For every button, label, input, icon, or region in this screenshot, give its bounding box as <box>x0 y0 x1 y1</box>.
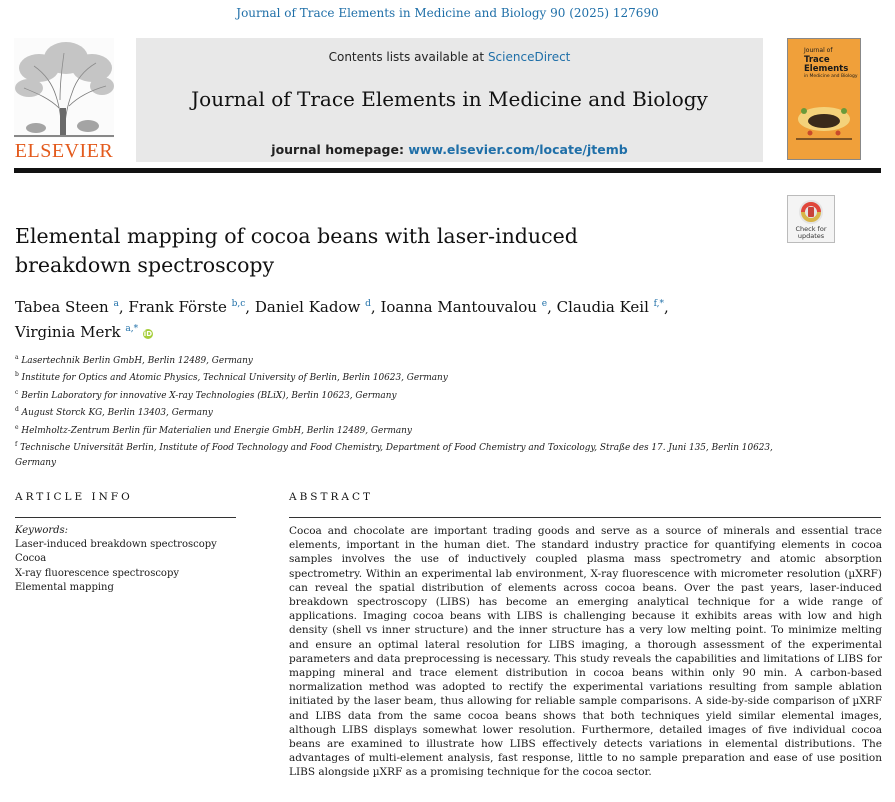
author-name: Frank Förste <box>128 298 227 316</box>
contents-line <box>136 50 763 64</box>
contents-prefix: Contents lists available at <box>328 50 488 64</box>
journal-reference-link[interactable]: Journal of Trace Elements in Medicine and Biology 90 (2025) 127690 <box>236 6 659 20</box>
keyword-item: X-ray fluorescence spectroscopy <box>15 567 180 579</box>
affiliation-text: Lasertechnik Berlin GmbH, Berlin 12489, Germany <box>21 355 253 366</box>
journal-cover-thumbnail[interactable] <box>787 38 861 160</box>
keyword-item: Cocoa <box>15 553 47 565</box>
affiliation-item <box>15 438 775 455</box>
affiliation-sup: c <box>15 388 19 396</box>
author-name: Claudia Keil <box>556 298 649 316</box>
author-name: Tabea Steen <box>15 298 109 316</box>
homepage-link[interactable]: www.elsevier.com/locate/jtemb <box>408 142 628 157</box>
affiliation-sup: d <box>15 406 19 414</box>
paper-title <box>15 222 655 280</box>
check-for-updates-badge[interactable] <box>787 195 835 243</box>
abstract-heading: ABSTRACT <box>289 491 374 503</box>
updates-icon <box>798 199 824 225</box>
author-name: Daniel Kadow <box>254 298 361 316</box>
author-affiliation-link[interactable]: b,c <box>231 299 246 309</box>
affiliation-text: Berlin Laboratory for innovative X-ray Technologies (BLiX), Berlin 10623, Germany <box>21 390 397 401</box>
elsevier-wordmark: ELSEVIER <box>14 140 114 162</box>
sciencedirect-link[interactable]: ScienceDirect <box>487 50 571 64</box>
cover-title-line1: Journal of <box>804 47 833 54</box>
affiliation-text: Helmholtz-Zentrum Berlin für Materialien und Energie GmbH, Berlin 12489, Germany <box>21 425 412 436</box>
affiliation-item <box>15 386 775 403</box>
affiliation-sup: e <box>15 423 19 431</box>
keyword-item: Elemental mapping <box>15 581 114 593</box>
affiliation-text: August Storck KG, Berlin 13403, Germany <box>21 408 213 419</box>
author-affiliation-link[interactable]: a,* <box>125 324 139 334</box>
author-affiliation-link[interactable]: e <box>541 299 548 309</box>
affiliation-item <box>15 368 775 385</box>
header-rule <box>14 168 881 173</box>
author-list: Tabea Steen $^a$, Frank Förste $^{b,c}$, Daniel Kadow $^d$, Ioanna Mantouvalou $^e$, Claudia Keil $^{f,*}$, Virginia Merk $^{a,*}$ iD <box>15 298 669 341</box>
journal-title: Journal of Trace Elements in Medicine and Biology <box>191 87 708 111</box>
keywords-block <box>15 524 217 595</box>
affiliation-sup: a <box>15 354 19 361</box>
article-info-heading: ARTICLE INFO <box>15 491 133 503</box>
abstract-rule <box>289 517 881 518</box>
affiliation-item <box>15 351 775 368</box>
paper-title-line1: Elemental mapping of cocoa beans with laser-induced <box>15 224 578 248</box>
author-affiliation-link[interactable]: a <box>113 299 119 309</box>
affiliations <box>15 351 775 470</box>
journal-header-box <box>136 38 763 162</box>
keywords-label: Keywords: <box>15 525 69 536</box>
cover-subtitle: in Medicine and Biology <box>804 74 858 79</box>
cover-title <box>804 45 860 79</box>
author-affiliation-link[interactable]: d <box>365 299 371 309</box>
author-name: Ioanna Mantouvalou <box>380 298 537 316</box>
author-name: Virginia Merk <box>15 323 121 341</box>
affiliation-tail: Germany <box>15 457 57 468</box>
affiliation-text: Technische Universität Berlin, Institute of Food Technology and Food Chemistry, Department of Food Chemistry and Toxicology, Straße des 17. Juni 135, Berlin 10623, <box>20 443 773 454</box>
cover-artwork <box>790 97 858 147</box>
affiliation-sup: f <box>15 441 18 449</box>
affiliation-item <box>15 421 775 438</box>
article-info-rule <box>15 517 236 518</box>
homepage-prefix: journal homepage: <box>271 142 409 157</box>
affiliation-sup: b <box>15 371 19 379</box>
abstract-text: Cocoa and chocolate are important trading goods and serve as a source of minerals and essential trace elements, important in the human diet. The standard industry practice for quantifying elements in cocoa samples involves the use of inductively coupled plasma mass spectrometry and atomic absorption spectrometry. Within an experimental lab environment, X-ray fluorescence with micrometer resolution (µXRF) can reveal the spatial distribution of elements across cocoa beans. Over the past years, laser-induced breakdown spectroscopy (LIBS) has become an emerging analytical technique for a wide range of applications. Imaging cocoa beans with LIBS is challenging because it exhibits areas with low and high density (shell vs inner structure) and the inner structure has a very low melting point. To minimize melting and ensure an optimal lateral resolution for LIBS imaging, a thorough assessment of the experimental parameters and data preprocessing is necessary. This study reveals the capabilities and limitations of LIBS for mapping mineral and trace element distribution in cocoa beans within only 90 min. A carbon-based normalization method was adopted to rectify the experimental variations resulting from sample ablation initiated by the laser beam, thus allowing for reliable sample comparisons. A side-by-side comparison of µXRF and LIBS data from the same cocoa beans shows that both techniques yield similar elemental images, although LIBS displays somewhat lower resolution. Furthermore, detailed images of five individual cocoa beans are examined to illustrate how LIBS effectively detects variations in elemental distributions. The advantages of multi-element analysis, fast response, little to no sample preparation and ease of use position LIBS alongside µXRF as a promising technique for the cocoa sector. <box>289 525 882 779</box>
paper-title-line2: breakdown spectroscopy <box>15 253 275 277</box>
homepage-line <box>136 142 763 157</box>
updates-line1: Check for <box>795 225 827 233</box>
orcid-icon[interactable]: iD <box>143 330 153 338</box>
cover-title-line2: Trace Elements <box>804 55 849 74</box>
author-affiliation-link[interactable]: f,* <box>653 299 665 309</box>
updates-line2: updates <box>797 232 825 240</box>
affiliation-item <box>15 403 775 420</box>
keyword-item: Laser-induced breakdown spectroscopy <box>15 539 217 551</box>
updates-text <box>788 226 834 240</box>
affiliation-text: Institute for Optics and Atomic Physics, Technical University of Berlin, Berlin 10623, Germany <box>21 373 448 384</box>
